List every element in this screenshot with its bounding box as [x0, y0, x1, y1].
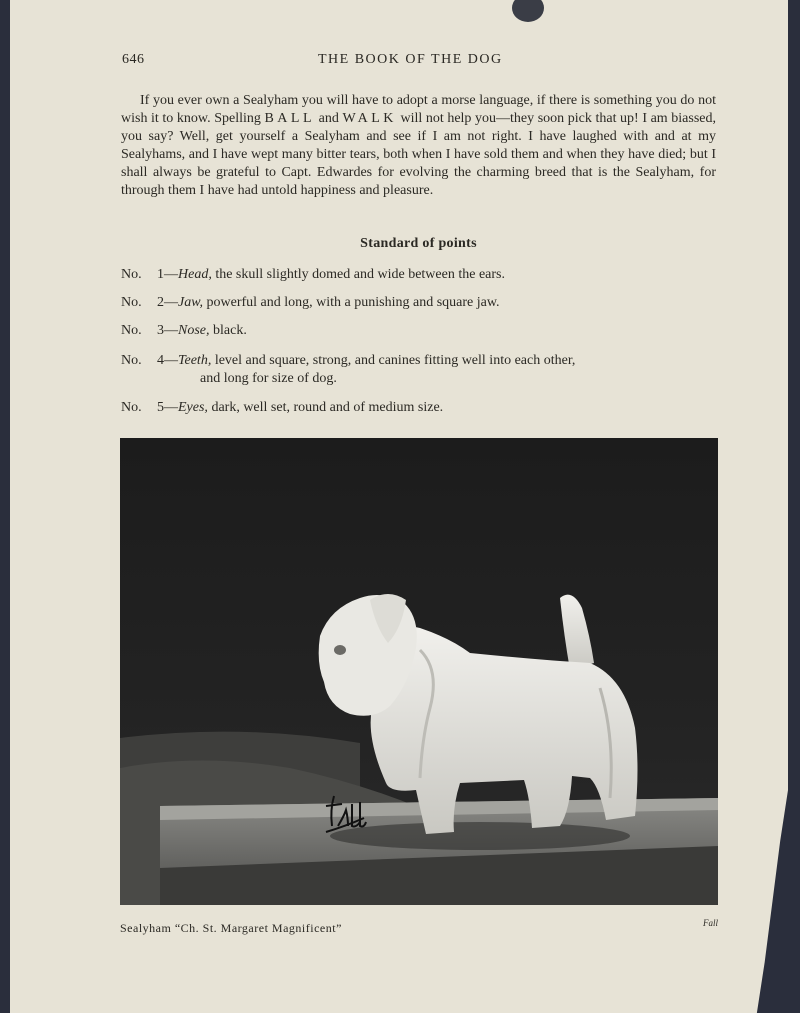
spelled-word-walk: WALK — [342, 111, 397, 126]
standard-heading: Standard of points — [360, 236, 477, 251]
point-text: dark, well set, round and of medium size. — [207, 400, 444, 415]
point-continuation: and long for size of dog. — [200, 371, 337, 386]
intro-text-1: If you ever own a Sealyham you will have to adopt a morse language, if there is something you do not wish it to know. Spelling — [121, 93, 716, 126]
point-item — [121, 266, 721, 284]
dog-photograph — [120, 438, 718, 905]
point-number: 5— — [157, 400, 178, 415]
point-text: level and square, strong, and canines fitting well into each other, — [211, 353, 576, 368]
point-label: No. — [121, 267, 142, 282]
point-term: Head, — [178, 267, 212, 282]
intro-text-3: will not help you—they soon pick that up! I am biassed, you say? Well, get yourself a Sealyham and see if I am not right. I have laughed with and at my Sealyhams, and I have wept many bitter tears, both when I have sold them and when they have died; but I shall always be grateful to Capt. Edwardes for evolving the charming breed that is the Sealyham, for through them I have had untold happiness and pleasure. — [121, 111, 716, 198]
intro-paragraph — [121, 92, 716, 200]
point-term: Jaw, — [178, 295, 204, 310]
point-label: No. — [121, 353, 142, 368]
point-term: Nose, — [178, 323, 210, 338]
point-label: No. — [121, 400, 142, 415]
point-term: Eyes, — [178, 400, 208, 415]
page-number: 646 — [122, 52, 145, 67]
point-text: black. — [209, 323, 247, 338]
sealyham-terrier-photo — [120, 438, 718, 905]
running-head: THE BOOK OF THE DOG — [318, 52, 503, 67]
punch-hole — [512, 0, 544, 22]
page-header — [0, 52, 800, 72]
point-item — [121, 322, 721, 340]
point-number: 2— — [157, 295, 178, 310]
point-label: No. — [121, 323, 142, 338]
point-item — [121, 294, 721, 312]
point-text: the skull slightly domed and wide between the ears. — [211, 267, 505, 282]
intro-text-2: and — [315, 111, 343, 126]
point-text: powerful and long, with a punishing and square jaw. — [203, 295, 500, 310]
spelled-word-ball: BALL — [264, 111, 316, 126]
photo-caption: Sealyham “Ch. St. Margaret Magnificent” — [120, 921, 342, 935]
photo-credit: Fall — [703, 918, 718, 928]
point-item — [121, 399, 721, 417]
point-number: 3— — [157, 323, 178, 338]
point-number: 1— — [157, 267, 178, 282]
point-number: 4— — [157, 353, 178, 368]
point-term: Teeth, — [178, 353, 212, 368]
point-item — [121, 352, 721, 388]
point-label: No. — [121, 295, 142, 310]
